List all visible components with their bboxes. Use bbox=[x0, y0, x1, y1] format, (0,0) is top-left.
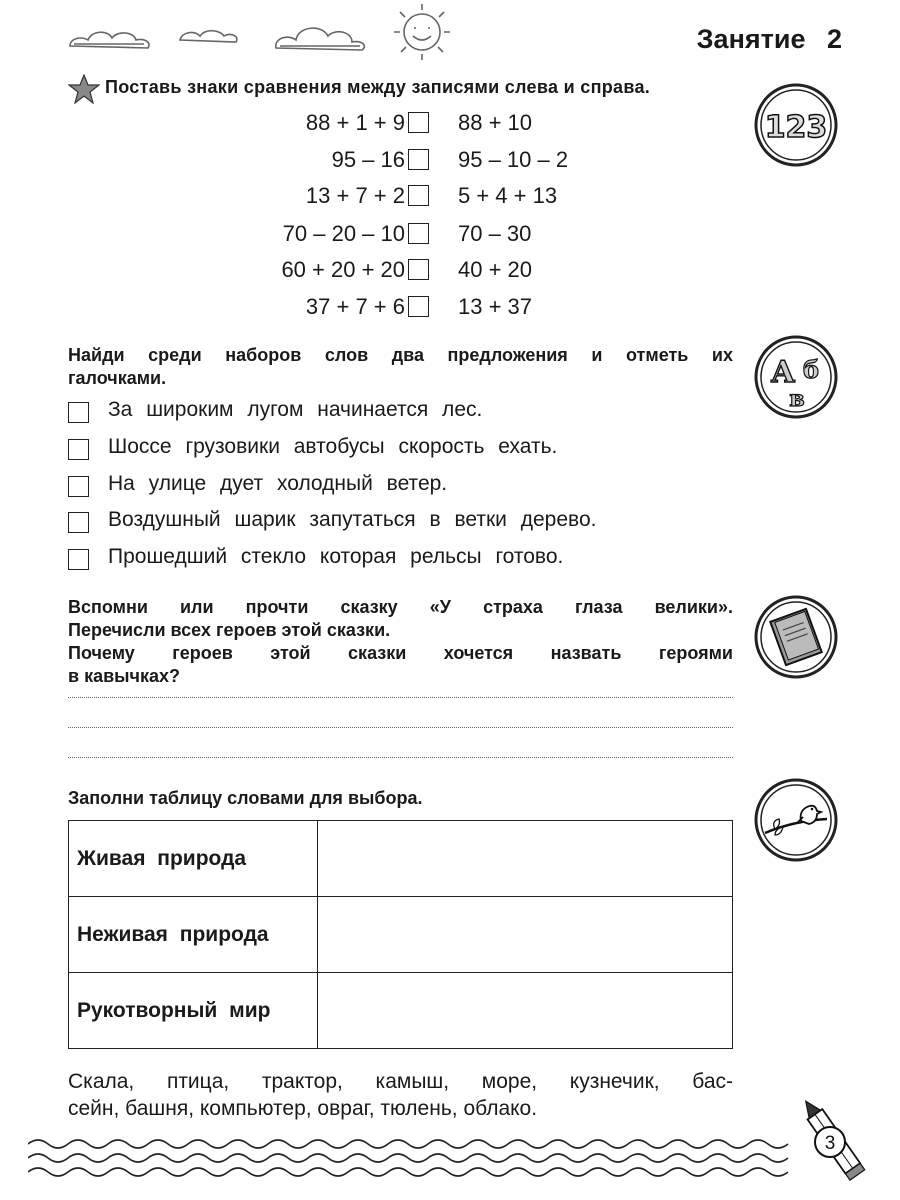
sentence-option bbox=[68, 398, 748, 428]
right-expression: 70 – 30 bbox=[458, 221, 532, 246]
right-expression: 13 + 37 bbox=[458, 294, 533, 319]
option-checkbox[interactable] bbox=[68, 439, 89, 460]
option-text: За широким лугом начинается лес. bbox=[108, 398, 483, 421]
star-icon bbox=[68, 74, 100, 104]
word-bank-line: сейн, башня, компьютер, овраг, тюлень, облако. bbox=[68, 1097, 538, 1120]
comparison-row bbox=[0, 110, 900, 140]
bird-on-branch-icon bbox=[753, 777, 839, 863]
letter-b: б bbox=[802, 355, 820, 384]
left-expression: 70 – 20 – 10 bbox=[282, 221, 405, 246]
task3-line: в кавычках? bbox=[68, 666, 180, 686]
option-text: Прошедший стекло которая рельсы готово. bbox=[108, 545, 564, 568]
answer-line[interactable] bbox=[68, 697, 733, 698]
sentence-option bbox=[68, 472, 748, 502]
wave-border-decoration bbox=[28, 1134, 798, 1184]
right-expression: 5 + 4 + 13 bbox=[458, 183, 558, 208]
option-checkbox[interactable] bbox=[68, 476, 89, 497]
answer-line[interactable] bbox=[68, 757, 733, 758]
letter-v: в bbox=[789, 386, 805, 412]
option-checkbox[interactable] bbox=[68, 549, 89, 570]
answer-cell[interactable] bbox=[318, 973, 733, 1049]
left-expression: 60 + 20 + 20 bbox=[281, 257, 405, 282]
left-expression: 37 + 7 + 6 bbox=[305, 294, 405, 319]
alphabet-letters-icon bbox=[753, 334, 839, 420]
comparison-list bbox=[0, 110, 900, 330]
sentence-option bbox=[68, 545, 748, 575]
task3-instruction bbox=[68, 596, 733, 688]
sentence-option bbox=[68, 435, 748, 465]
numbers-icon-text: 123 bbox=[764, 110, 828, 145]
task3-line: Перечисли всех героев этой сказки. bbox=[68, 620, 391, 640]
table-row bbox=[69, 897, 733, 973]
book-icon bbox=[753, 594, 839, 680]
clouds-sun-decoration bbox=[60, 0, 480, 70]
task2-instruction-line: галочками. bbox=[68, 368, 167, 388]
comparison-row bbox=[0, 294, 900, 324]
letter-a: А bbox=[770, 355, 796, 390]
page-number: 3 bbox=[824, 1133, 836, 1154]
answer-cell[interactable] bbox=[318, 897, 733, 973]
table-row bbox=[69, 973, 733, 1049]
comparison-row bbox=[0, 147, 900, 177]
row-header: Неживая природа bbox=[69, 897, 318, 973]
classification-table bbox=[68, 820, 733, 1049]
sentence-option bbox=[68, 508, 748, 538]
task2-instruction-line: Найди среди наборов слов два предложения и отметь их bbox=[68, 345, 733, 365]
option-checkbox[interactable] bbox=[68, 402, 89, 423]
comparison-box[interactable] bbox=[408, 185, 429, 206]
lesson-title: Занятие 2 bbox=[696, 24, 842, 54]
row-header: Рукотворный мир bbox=[69, 973, 318, 1049]
left-expression: 13 + 7 + 2 bbox=[305, 183, 405, 208]
comparison-row bbox=[0, 183, 900, 213]
task1-instruction: Поставь знаки сравнения между записями слева и справа. bbox=[105, 77, 651, 97]
comparison-box[interactable] bbox=[408, 112, 429, 133]
comparison-box[interactable] bbox=[408, 296, 429, 317]
option-checkbox[interactable] bbox=[68, 512, 89, 533]
right-expression: 88 + 10 bbox=[458, 110, 533, 135]
word-bank-line: Скала, птица, трактор, камыш, море, кузнечик, бас- bbox=[68, 1070, 733, 1093]
row-header: Живая природа bbox=[69, 821, 318, 897]
word-bank bbox=[68, 1068, 733, 1122]
task3-line: Вспомни или прочти сказку «У страха глаза велики». bbox=[68, 597, 733, 617]
comparison-row bbox=[0, 257, 900, 287]
comparison-row bbox=[0, 221, 900, 251]
comparison-box[interactable] bbox=[408, 259, 429, 280]
task3-line: Почему героев этой сказки хочется назвать героями bbox=[68, 643, 733, 663]
right-expression: 40 + 20 bbox=[458, 257, 533, 282]
left-expression: 88 + 1 + 9 bbox=[305, 110, 405, 135]
answer-cell[interactable] bbox=[318, 821, 733, 897]
comparison-box[interactable] bbox=[408, 149, 429, 170]
left-expression: 95 – 16 bbox=[331, 147, 405, 172]
right-expression: 95 – 10 – 2 bbox=[458, 147, 569, 172]
answer-line[interactable] bbox=[68, 727, 733, 728]
table-row bbox=[69, 821, 733, 897]
option-text: Воздушный шарик запутаться в ветки дерево. bbox=[108, 508, 597, 531]
task4-instruction: Заполни таблицу словами для выбора. bbox=[68, 788, 423, 808]
task2-instruction bbox=[68, 344, 733, 390]
option-text: На улице дует холодный ветер. bbox=[108, 472, 448, 495]
option-text: Шоссе грузовики автобусы скорость ехать. bbox=[108, 435, 558, 458]
pencil-icon bbox=[790, 1088, 880, 1188]
comparison-box[interactable] bbox=[408, 223, 429, 244]
